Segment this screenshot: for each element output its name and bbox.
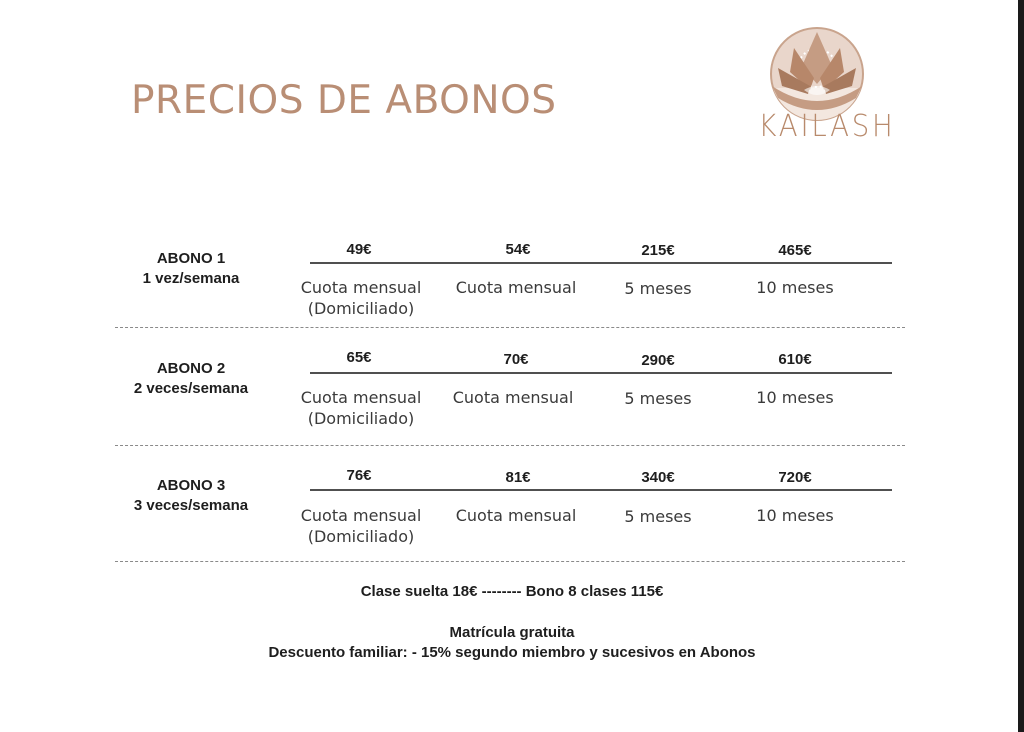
price-5-months: 340€ (641, 469, 675, 486)
desc-line: Cuota mensual (300, 388, 422, 407)
desc-10-months: 10 meses (756, 388, 834, 407)
price-10-months: 610€ (778, 351, 812, 368)
page-title: PRECIOS DE ABONOS (131, 78, 557, 123)
desc-5-months: 5 meses (624, 507, 692, 526)
footer-registration: Matrícula gratuita (449, 624, 575, 641)
desc-monthly: Cuota mensual (455, 506, 577, 525)
desc-monthly: Cuota mensual (455, 278, 577, 297)
desc-5-months: 5 meses (624, 279, 692, 298)
price-domiciliado: 65€ (346, 349, 372, 366)
abono-frequency: 3 veces/semana (133, 497, 249, 514)
desc-line: (Domiciliado) (307, 527, 415, 546)
abono-frequency: 2 veces/semana (133, 380, 249, 397)
abono-name: ABONO 2 (156, 360, 226, 377)
price-10-months: 465€ (778, 242, 812, 259)
footer-drop-in-prices: Clase suelta 18€ -------- Bono 8 clases 115€ (360, 583, 664, 600)
section-divider (115, 445, 905, 446)
desc-domiciliado (286, 277, 436, 319)
desc-line: Cuota mensual (300, 506, 422, 525)
desc-domiciliado (286, 387, 436, 429)
desc-5-months: 5 meses (624, 389, 692, 408)
desc-domiciliado (286, 505, 436, 547)
abono-2-label (111, 359, 271, 399)
desc-10-months: 10 meses (756, 278, 834, 297)
footer-family-discount: Descuento familiar: - 15% segundo miembro y sucesivos en Abonos (268, 644, 756, 661)
kailash-logo (752, 26, 902, 148)
price-5-months: 290€ (641, 352, 675, 369)
desc-10-months: 10 meses (756, 506, 834, 525)
desc-monthly: Cuota mensual (452, 388, 574, 407)
abono-3-label (111, 476, 271, 516)
price-monthly: 54€ (505, 241, 531, 258)
section-divider (115, 561, 905, 562)
price-10-months: 720€ (778, 469, 812, 486)
abono-frequency: 1 vez/semana (142, 270, 240, 287)
price-domiciliado: 49€ (346, 241, 372, 258)
desc-line: (Domiciliado) (307, 409, 415, 428)
price-monthly: 70€ (503, 351, 529, 368)
price-domiciliado: 76€ (346, 467, 372, 484)
abono-name: ABONO 3 (156, 477, 226, 494)
price-5-months: 215€ (641, 242, 675, 259)
price-underline (310, 372, 892, 374)
price-underline (310, 262, 892, 264)
page-edge (1018, 0, 1024, 732)
abono-1-label (111, 249, 271, 289)
logo-wordmark: KAILASH (758, 109, 896, 144)
price-underline (310, 489, 892, 491)
desc-line: (Domiciliado) (307, 299, 415, 318)
abono-name: ABONO 1 (156, 250, 226, 267)
desc-line: Cuota mensual (300, 278, 422, 297)
section-divider (115, 327, 905, 328)
price-monthly: 81€ (505, 469, 531, 486)
